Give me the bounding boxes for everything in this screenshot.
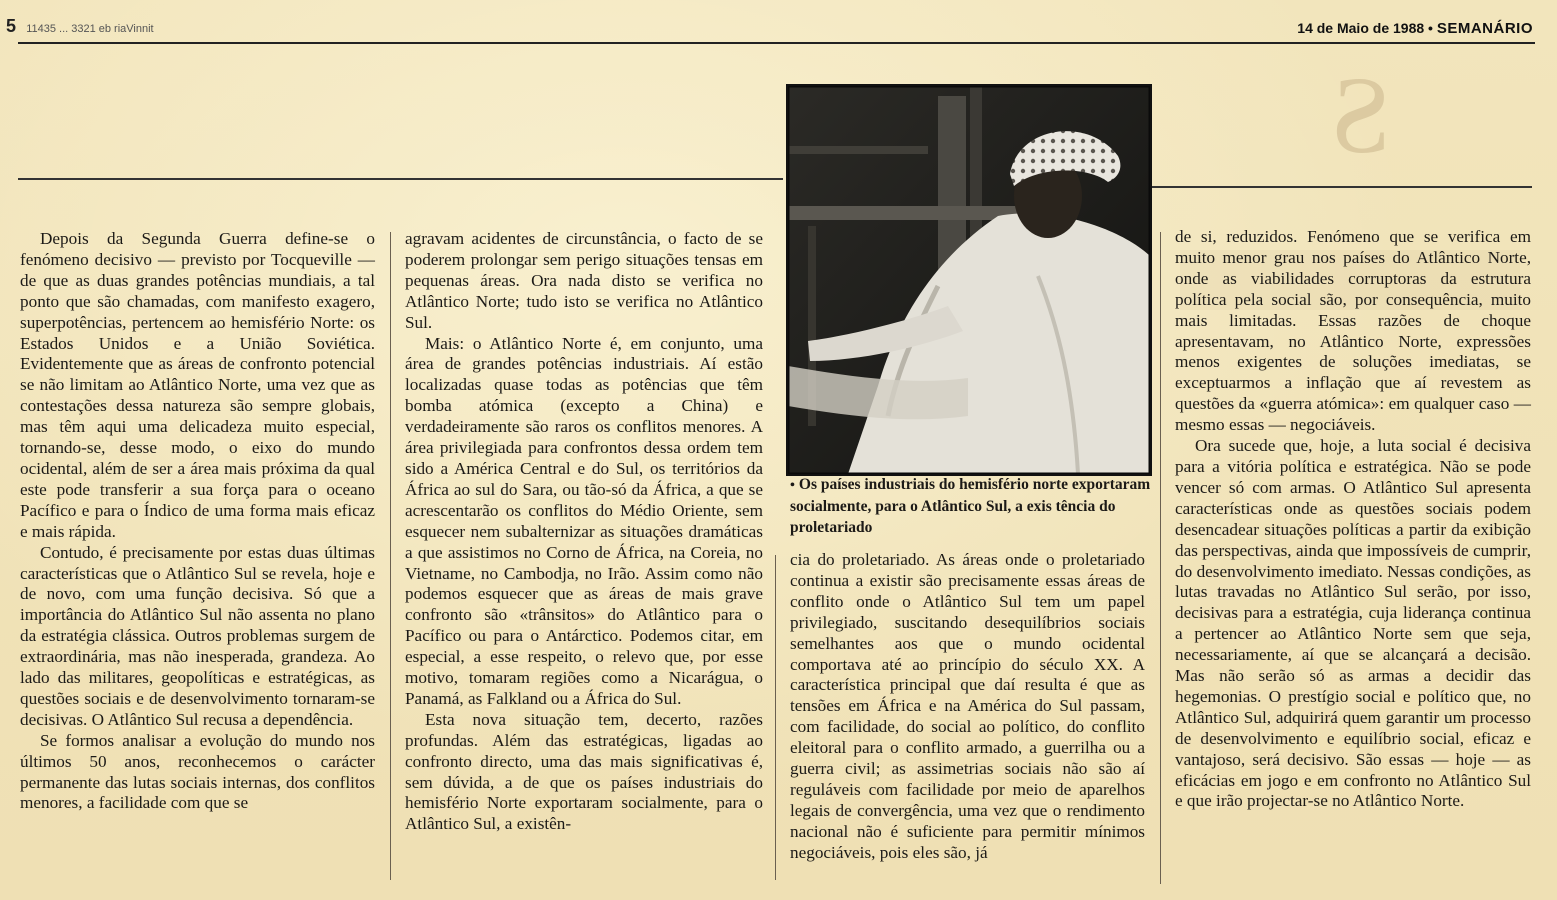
article-photo [786,84,1152,476]
paragraph: agravam acidentes de circunstância, o facto de se poderem prolongar sem perigo situações tensas em pequenas áreas. Ora nada disto se verifica no Atlântico Norte; tudo isto se verifica no Atlântico Sul. [405,229,763,332]
worker-photo-illustration [788,86,1150,474]
paragraph: Mais: o Atlântico Norte é, em conjunto, uma área de grandes potências industriais. Aí estão localizadas quase todas as potências que têm bomba atómica (excepto a China) e verdadeiramente são raros os conflitos menores. A área privilegiada para confrontos dessa ordem tem sido a América Central e do Sul, os territórios da África ao sul do Sara, ou tão-só da África, a que se acrescentarão os conflitos do Médio Oriente, sem esquecer nem subalternizar as situações dramáticas a que assistimos no Corno de África, na Coreia, no Vietname, no Cambodja, no Irão. Assim como não podemos esquecer que as áreas de mais grave confronto são «trânsitos» do Atlântico para o Pacífico ou para o Antárctico. Podemos citar, em especial, a esse respeito, o relevo que, por esse motivo, tomaram regiões como a Nicarágua, o Panamá, as Falkland ou a África do Sul. [405,333,763,708]
header-rule [18,42,1535,44]
dateline [1297,20,1533,37]
photo-caption [790,474,1152,538]
column-divider-3 [1160,232,1161,884]
smudged-header-text: 11435 ... 3321 eb riaVinnit [26,23,154,35]
header-separator: • [1428,20,1433,36]
caption-text: Os países industriais do hemisfério norte exportaram socialmente, para o Atlântico Sul, a exis tência do proletariado [790,476,1151,536]
publication-name: SEMANÁRIO [1436,20,1533,37]
paragraph: Se formos analisar a evolução do mundo nos últimos 50 anos, reconhecemos o carácter permanente das lutas sociais internas, dos conflitos menores, a facilidade com que se [20,730,375,813]
paragraph: Esta nova situação tem, decerto, razões profundas. Além das estratégicas, ligadas ao confronto directo, uma das mais significativas é, sem dúvida, a de que os países industriais do hemisfério Norte exportaram socialmente, para o Atlântico Sul, a existên- [405,709,763,834]
article-column-3 [790,550,1145,864]
section-rule-left [18,178,783,180]
paragraph: de si, reduzidos. Fenómeno que se verifica em muito menor grau nos países do Atlântico Norte, onde as viabilidades corruptoras da estrutura política pela social são, por consequência, muito mais limitadas. Essas razões de choque apresentavam, no Atlântico Norte, expressões menos exigentes de soluções imediatas, se exceptuarmos a inflação que aí revestem as questões da «guerra atómica»: em qualquer caso — mesmo essas — negociáveis. [1175,227,1531,435]
page-number: 5 [6,16,17,36]
column-divider-2 [775,555,776,880]
page-number-area [6,16,154,37]
article-column-1 [20,229,375,814]
paragraph: Depois da Segunda Guerra define-se o fenómeno decisivo — previsto por Tocqueville — de que as duas grandes potências mundiais, a tal ponto que são chamadas, com manifesto exagero, superpotências, pertencem ao hemisfério Norte: os Estados Unidos e a União Soviética. Evidentemente que as áreas de confronto potencial se não limitam ao Atlântico Norte, uma vez que as contestações dessa natureza são sempre globais, mas têm aqui uma delicadeza muito especial, tornando-se, desse modo, o eixo do mundo ocidental, além de ser a área mais próxima da qual este pode transferir a sua força para o oceano Pacífico e para o Índico de uma forma mais eficaz e mais rápida. [20,229,375,541]
bleed-through-decoration: S [1330,54,1392,176]
page-header [0,12,1557,42]
paragraph: Ora sucede que, hoje, a luta social é decisiva para a vitória política e estratégica. Não se pode vencer só com armas. O Atlântico Sul apresenta características onde as questões sociais podem desencadear situações políticas a partir da exibição das perspectivas, ainda que impossíveis de cumprir, do desenvolvimento imediato. Nessas condições, as lutas travadas no Atlântico Sul serão, por isso, decisivas para a estratégia, cuja liderança continua a pertencer ao Atlântico Norte sem que seja, necessariamente, aí que se alcançará a decisão. Mas não serão só as armas a decidir das hegemonias. O prestígio social e político que, no Atlântico Sul, adquirirá quem garantir um processo de desenvolvimento e equilíbrio social, eficaz e vantajoso, será decisivo. São essas — hoje — as eficácias em jogo e em confronto no Atlântico Sul e que irão projectar-se no Atlântico Norte. [1175,436,1531,811]
caption-bullet: • [790,478,795,493]
column-divider-1 [390,232,391,880]
section-rule-right [1150,186,1532,188]
article-column-2 [405,229,763,835]
paragraph: Contudo, é precisamente por estas duas últimas características que o Atlântico Sul se revela, hoje e de novo, com uma função decisiva. Só que a importância do Atlântico Sul não assenta no plano da estratégia clássica. Outros problemas surgem de extraordinária, mas não inesperada, grandeza. Ao lado das militares, geopolíticas e estratégicas, as questões sociais e de desenvolvimento tornaram-se decisivas. O Atlântico Sul recusa a dependência. [20,542,375,729]
article-column-4 [1175,227,1531,812]
issue-date: 14 de Maio de 1988 [1297,20,1425,36]
paragraph: cia do proletariado. As áreas onde o proletariado continua a existir são precisamente essas áreas de conflito onde o Atlântico Sul tem um papel privilegiado, suscitando desequilíbrios sociais semelhantes aos que o mundo ocidental comportava até ao princípio do século XX. A característica principal que daí resulta é que as tensões em África e na América do Sul passam, com facilidade, do social ao político, do conflito eleitoral para o conflito armado, a guerrilha ou a guerra civil; as assimetrias sociais não são aí reguláveis com facilidade por meio de aparelhos legais de convergência, uma vez que o rendimento nacional não é suficiente para permitir mínimos negociáveis, pois eles são, já [790,550,1145,862]
